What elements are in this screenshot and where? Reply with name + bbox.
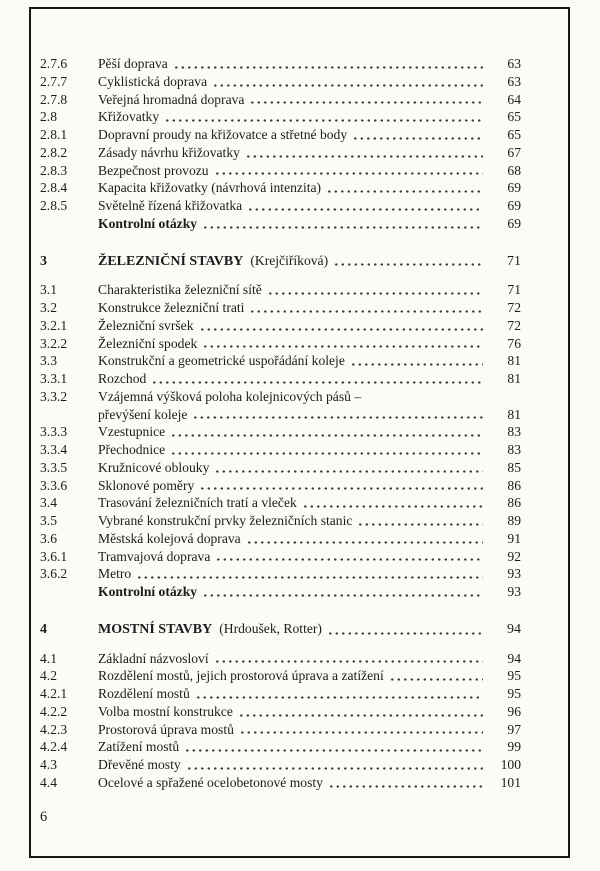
toc-entry-number: 3.3 [40,353,57,369]
toc-entry-title: Křižovatky [98,109,160,125]
dot-leader [304,505,483,508]
toc-entry-title: Metro [98,566,132,582]
toc-entry-title: Sklonové poměry [98,477,195,493]
toc-entry-number: 2.8.5 [40,198,68,213]
toc-entry [40,774,521,792]
toc-entry [40,108,521,126]
toc-entry-number: 3.3.6 [40,477,68,493]
toc-entry [40,756,521,774]
toc-entry-page: 101 [500,774,521,790]
dot-leader [188,767,483,770]
toc-entry [40,370,521,388]
toc-entry [40,650,521,668]
dot-leader [216,470,483,473]
toc-entry-number: 2.7.8 [40,91,68,107]
toc-entry [40,126,521,144]
toc-entry-page: 81 [507,371,521,386]
toc-entry-page: 89 [507,513,521,528]
toc-entry-number: 4.2.2 [40,703,68,719]
toc-entry [40,162,521,180]
dot-leader [214,84,483,87]
toc-entry-title: Zatížení mostů [98,739,180,755]
toc-entry-title: Prostorová úprava mostů [98,721,234,737]
toc-entry-title: Kontrolní otázky [98,215,198,231]
dot-leader [216,660,483,663]
toc-entry-number: 2.8 [40,109,57,125]
toc-entry-number: 4.3 [40,757,57,772]
page-border [29,7,570,858]
toc-entry-title: ŽELEZNIČNÍ STAVBY (Krejčiříková) [98,252,329,269]
toc-list [40,55,521,792]
toc-entry-number: 4.2.1 [40,686,68,701]
toc-entry-author: (Krejčiříková) [250,252,329,268]
toc-entry [40,281,521,299]
toc-entry [40,299,521,317]
toc-entry-number: 3.6 [40,530,57,546]
toc-entry-number: 3.2.1 [40,317,68,333]
toc-entry-title: Trasování železničních tratí a vleček [98,495,297,511]
toc-entry-page: 69 [507,215,521,231]
toc-entry-page: 83 [507,424,521,440]
toc-entry-title: Charakteristika železniční sítě [98,282,262,298]
toc-entry [40,423,521,441]
toc-entry-title: Kružnicové oblouky [98,459,210,475]
toc-entry-number: 3.4 [40,495,57,511]
dot-leader [241,731,483,734]
toc-entry-number: 3.3.4 [40,442,68,457]
toc-entry-title: Rozchod [98,371,147,386]
dot-leader [201,487,483,490]
dot-leader [328,190,483,193]
toc-entry-title: Dřevěné mosty [98,757,181,772]
toc-entry-page: 93 [507,584,521,599]
toc-entry-number: 4.2.3 [40,721,68,737]
toc-entry-page: 83 [507,442,521,457]
dot-leader [354,137,483,140]
toc-entry-number: 3.3.1 [40,371,68,386]
dot-leader [240,714,483,717]
toc-chapter-entry [40,620,521,639]
dot-leader [194,416,483,419]
toc-entry-number: 2.8.1 [40,127,68,142]
toc-entry-title: Železniční spodek [98,335,198,351]
toc-entry-page: 94 [507,621,521,637]
toc-entry-title: Základní názvosloví [98,650,209,666]
toc-entry-number: 3.5 [40,513,57,528]
toc-entry-number: 2.8.4 [40,180,68,196]
dot-leader [172,434,483,437]
toc-entry-title: Volba mostní konstrukce [98,703,233,719]
toc-entry-number: 3.3.2 [40,388,68,404]
toc-entry-title: Světelně řízená křižovatka [98,198,243,213]
dot-leader [269,292,483,295]
toc-entry-title: Kapacita křižovatky (návrhová intenzita) [98,180,322,196]
toc-entry-number: 3.1 [40,282,57,298]
toc-entry-title: Vzestupnice [98,424,166,440]
toc-entry [40,530,521,548]
toc-entry-title: Železniční svršek [98,317,194,333]
dot-leader [251,310,483,313]
toc-entry-title: Zásady návrhu křižovatky [98,144,240,160]
toc-entry-page: 85 [507,459,521,475]
toc-entry-title: Tramvajová doprava [98,548,211,564]
toc-entry-title: Rozdělení mostů, jejich prostorová úprava a zatížení [98,668,384,684]
dot-leader [166,119,483,122]
toc-entry [40,317,521,335]
toc-entry-page: 69 [507,198,521,213]
toc-entry-number: 2.8.2 [40,144,68,160]
dot-leader [391,678,483,681]
toc-entry-page: 76 [507,335,521,351]
toc-entry-title: Dopravní proudy na křižovatce a střetné body [98,127,348,142]
toc-entry-number: 3.3.5 [40,459,68,475]
toc-entry-number: 2.7.6 [40,56,68,71]
toc-entry [40,441,521,459]
toc-entry-page: 81 [507,353,521,369]
toc-entry-page: 69 [507,180,521,196]
toc-entry [40,703,521,721]
toc-entry-page: 95 [507,668,521,684]
toc-entry-title: Konstrukce železniční trati [98,300,245,315]
dot-leader [216,172,483,175]
toc-entry-page: 99 [507,739,521,755]
toc-entry [40,335,521,353]
dot-leader [172,452,483,455]
toc-entry [40,73,521,91]
dot-leader [175,66,483,69]
toc-entry-number: 2.7.7 [40,73,68,89]
toc-entry-number: 3.3.3 [40,424,68,440]
toc-entry-page: 97 [507,721,521,737]
dot-leader [247,155,483,158]
toc-entry-title: Bezpečnost provozu [98,162,209,178]
toc-entry-title-continued: převýšení koleje [98,406,188,422]
dot-leader [248,541,483,544]
toc-entry-page: 64 [507,91,521,107]
dot-leader [335,263,483,266]
toc-entry [40,215,521,233]
dot-leader [201,328,484,331]
toc-entry-title: Pěší doprava [98,56,168,71]
toc-entry [40,548,521,566]
toc-entry [40,667,521,685]
toc-entry-number: 4.4 [40,774,57,790]
toc-entry-number: 4 [40,621,47,637]
toc-entry-number: 4.2.4 [40,739,68,755]
dot-leader [153,381,483,384]
toc-entry [40,738,521,756]
dot-leader [251,101,483,104]
toc-entry-title: Ocelové a spřažené ocelobetonové mosty [98,774,323,790]
toc-entry-title: Rozdělení mostů [98,686,190,701]
toc-entry [40,144,521,162]
toc-entry [40,512,521,530]
page-number: 6 [40,809,48,825]
dot-leader [204,594,483,597]
toc-entry-page: 67 [507,144,521,160]
toc-entry-page: 93 [507,566,521,582]
toc-entry-page: 71 [507,282,521,298]
toc-entry [40,179,521,197]
dot-leader [204,345,483,348]
toc-chapter-entry [40,252,521,271]
dot-leader [352,363,483,366]
dot-leader [359,523,483,526]
toc-entry-page: 63 [507,73,521,89]
toc-entry [40,388,521,424]
toc-entry-title: Kontrolní otázky [98,584,198,599]
toc-entry [40,565,521,583]
toc-entry-number: 2.8.3 [40,162,68,178]
toc-entry-title: MOSTNÍ STAVBY (Hrdoušek, Rotter) [98,620,322,637]
toc-entry-page: 63 [507,56,521,71]
toc-entry-page: 81 [507,406,521,422]
toc-entry-number: 3.2 [40,300,57,315]
toc-entry-page: 68 [507,162,521,178]
toc-entry-page: 72 [507,317,521,333]
toc-entry [40,197,521,215]
toc-entry-page: 86 [507,495,521,511]
toc-entry-title: Vybrané konstrukční prvky železničních stanic [98,513,353,528]
toc-entry-title: Vzájemná výšková poloha kolejnicových pásů – [98,388,362,404]
toc-entry-number: 4.2 [40,668,57,684]
dot-leader [249,208,483,211]
toc-entry-author: (Hrdoušek, Rotter) [219,620,322,636]
dot-leader [186,749,483,752]
toc-entry [40,583,521,601]
toc-entry-page: 65 [507,109,521,125]
toc-entry [40,91,521,109]
toc-entry-title: Konstrukční a geometrické uspořádání koleje [98,353,345,369]
dot-leader [138,576,483,579]
dot-leader [329,632,483,635]
toc-entry-number: 4.1 [40,650,57,666]
toc-entry-title: Přechodnice [98,442,166,457]
dot-leader [217,558,483,561]
toc-entry-number: 3.2.2 [40,335,68,351]
toc-entry [40,459,521,477]
toc-entry-title: Veřejná hromadná doprava [98,91,245,107]
toc-entry [40,352,521,370]
toc-entry-number: 3.6.1 [40,548,68,564]
dot-leader [204,226,483,229]
dot-leader [197,696,483,699]
dot-leader [330,785,483,788]
toc-entry-page: 91 [507,530,521,546]
toc-entry-page: 65 [507,127,521,142]
toc-entry [40,721,521,739]
toc-entry [40,55,521,73]
toc-entry-page: 100 [500,757,521,772]
toc-entry-title: Městská kolejová doprava [98,530,241,546]
toc-entry-page: 96 [507,703,521,719]
toc-entry-page: 72 [507,300,521,315]
toc-entry-page: 95 [507,686,521,701]
toc-entry-number: 3 [40,253,47,269]
toc-entry [40,477,521,495]
toc-entry-title: Cyklistická doprava [98,73,208,89]
toc-entry [40,494,521,512]
toc-entry [40,685,521,703]
toc-entry-page: 94 [507,650,521,666]
toc-entry-page: 86 [507,477,521,493]
toc-entry-number: 3.6.2 [40,566,68,582]
toc-entry-page: 92 [507,548,521,564]
toc-entry-page: 71 [507,253,521,269]
